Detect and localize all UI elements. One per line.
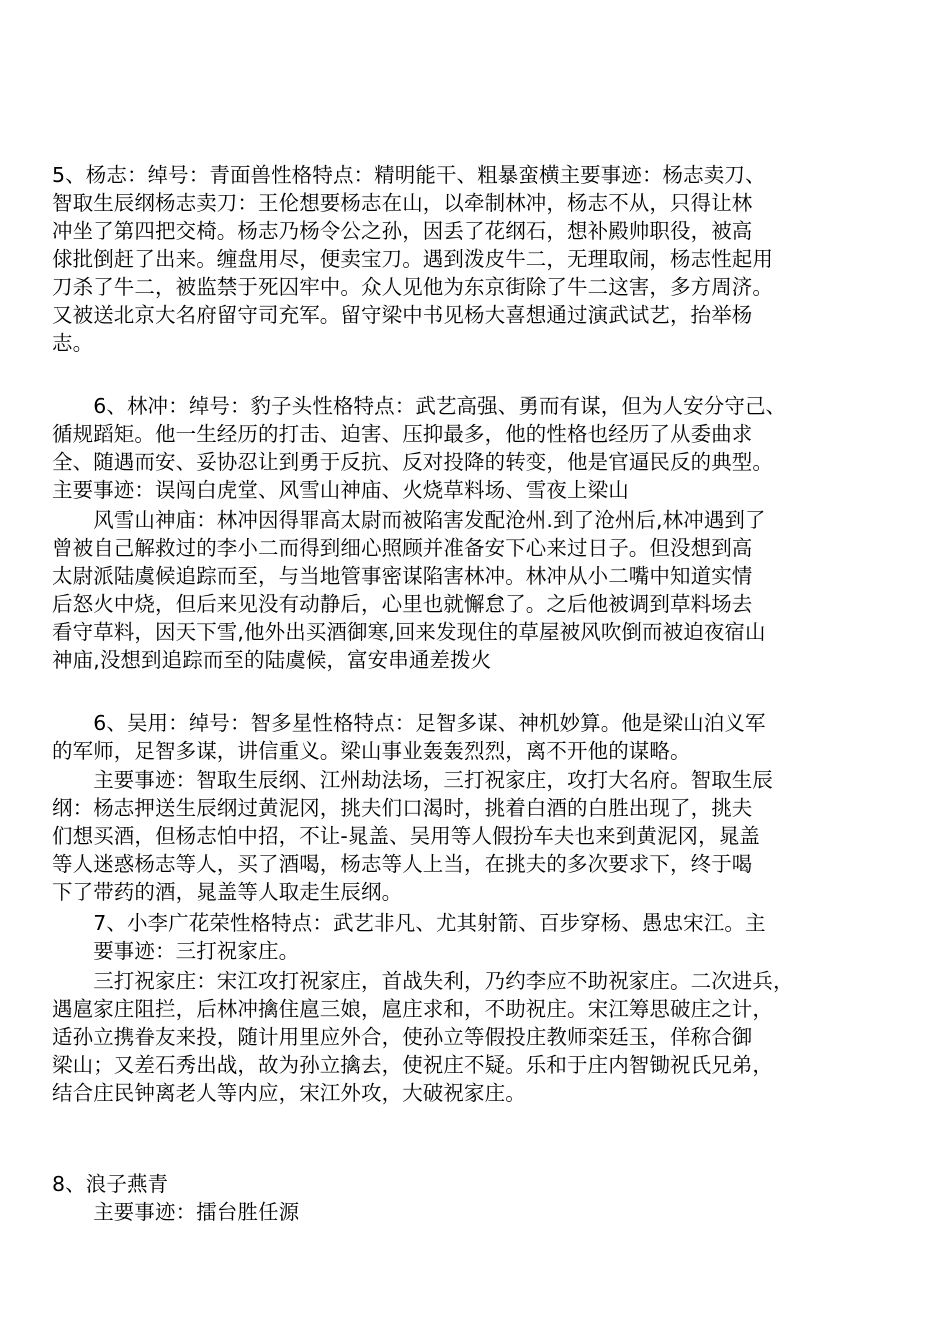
paragraph-lin-chong: 6、林冲：绰号：豹子头性格特点：武艺高强、勇而有谋，但为人安分守己、 循规蹈矩。他一生经历的打击、迫害、压抑最多，他的性格也经历了从委曲求 全、随遇而安、妥协忍让到勇于反抗、反对投降的转变，他是官逼民反的典型。 主要事迹：误闯白虎堂、风雪山神庙、火烧草料场、雪夜上梁山 bbox=[52, 394, 787, 502]
paragraph-zhu-village: 三打祝家庄：宋江攻打祝家庄，首战失利，乃约李应不助祝家庄。二次进兵， 遇扈家庄阻拦，后林冲擒住扈三娘，扈庄求和，不助祝庄。宋江筹思破庄之计， 适孙立携眷友来投，随计用里应外合，使孙立等假投庄教师栾廷玉，佯称合御 梁山；又差石秀出战，故为孙立擒去，使祝庄不疑。乐和于庄内智锄祝氏兄弟， 结合庄民钟离老人等内应，宋江外攻，大破祝家庄。 bbox=[52, 969, 794, 1105]
paragraph-hua-rong: 7、小李广花荣性格特点：武艺非凡、尤其射箭、百步穿杨、愚忠宋江。主 要事迹：三打祝家庄。 bbox=[93, 911, 766, 963]
paragraph-snowstorm-temple: 风雪山神庙：林冲因得罪高太尉而被陷害发配沧州.到了沧州后,林冲遇到了 曾被自己解救过的李小二而得到细心照顾并准备安下心来过日子。但没想到高 太尉派陆虞候追踪而至，与当地管事密谋陷害林冲。林冲从小二嘴中知道实情 后怒火中烧，但后来见没有动静后，心里也就懈怠了。之后他被调到草料场去 看守草料，因天下雪,他外出买酒御寒,回来发现住的草屋被风吹倒而被迫夜宿山 神庙,没想到追踪而至的陆虞候，富安串通差拨火 bbox=[52, 508, 766, 672]
paragraph-yang-zhi: 5、杨志：绰号：青面兽性格特点：精明能干、粗暴蛮横主要事迹：杨志卖刀、 智取生辰纲杨志卖刀：王伦想要杨志在山，以牵制林冲，杨志不从，只得让林 冲坐了第四把交椅。杨志乃杨令公之孙，因丢了花纲石，想补殿帅职役，被高 俅批倒赶了出来。缠盘用尽，便卖宝刀。遇到泼皮牛二，无理取闹，杨志性起用 刀杀了牛二，被监禁于死囚牢中。众人见他为东京街除了牛二这害，多方周济。 又被送北京大名府留守司充军。留守梁中书见杨大喜想通过演武试艺，抬举杨 志。 bbox=[52, 163, 773, 355]
paragraph-yan-qing-heading: 8、浪子燕青 bbox=[52, 1172, 169, 1196]
paragraph-wu-yong: 6、吴用：绰号：智多星性格特点：足智多谋、神机妙算。他是梁山泊义军 的军师，足智多谋，讲信重义。梁山事业轰轰烈烈，离不开他的谋略。 bbox=[52, 711, 766, 763]
paragraph-birthday-gifts: 主要事迹：智取生辰纲、江州劫法场，三打祝家庄，攻打大名府。智取生辰 纲：杨志押送生辰纲过黄泥冈，挑夫们口渴时，挑着白酒的白胜出现了，挑夫 们想买酒，但杨志怕中招，不让-晁盖、吴用等人假扮车夫也来到黄泥冈，晁盖 等人迷惑杨志等人，买了酒喝，杨志等人上当，在挑夫的多次要求下，终于喝 下了带药的酒，晁盖等人取走生辰纲。 bbox=[52, 768, 773, 904]
paragraph-yan-qing-deeds: 主要事迹：擂台胜任源 bbox=[52, 1200, 300, 1224]
